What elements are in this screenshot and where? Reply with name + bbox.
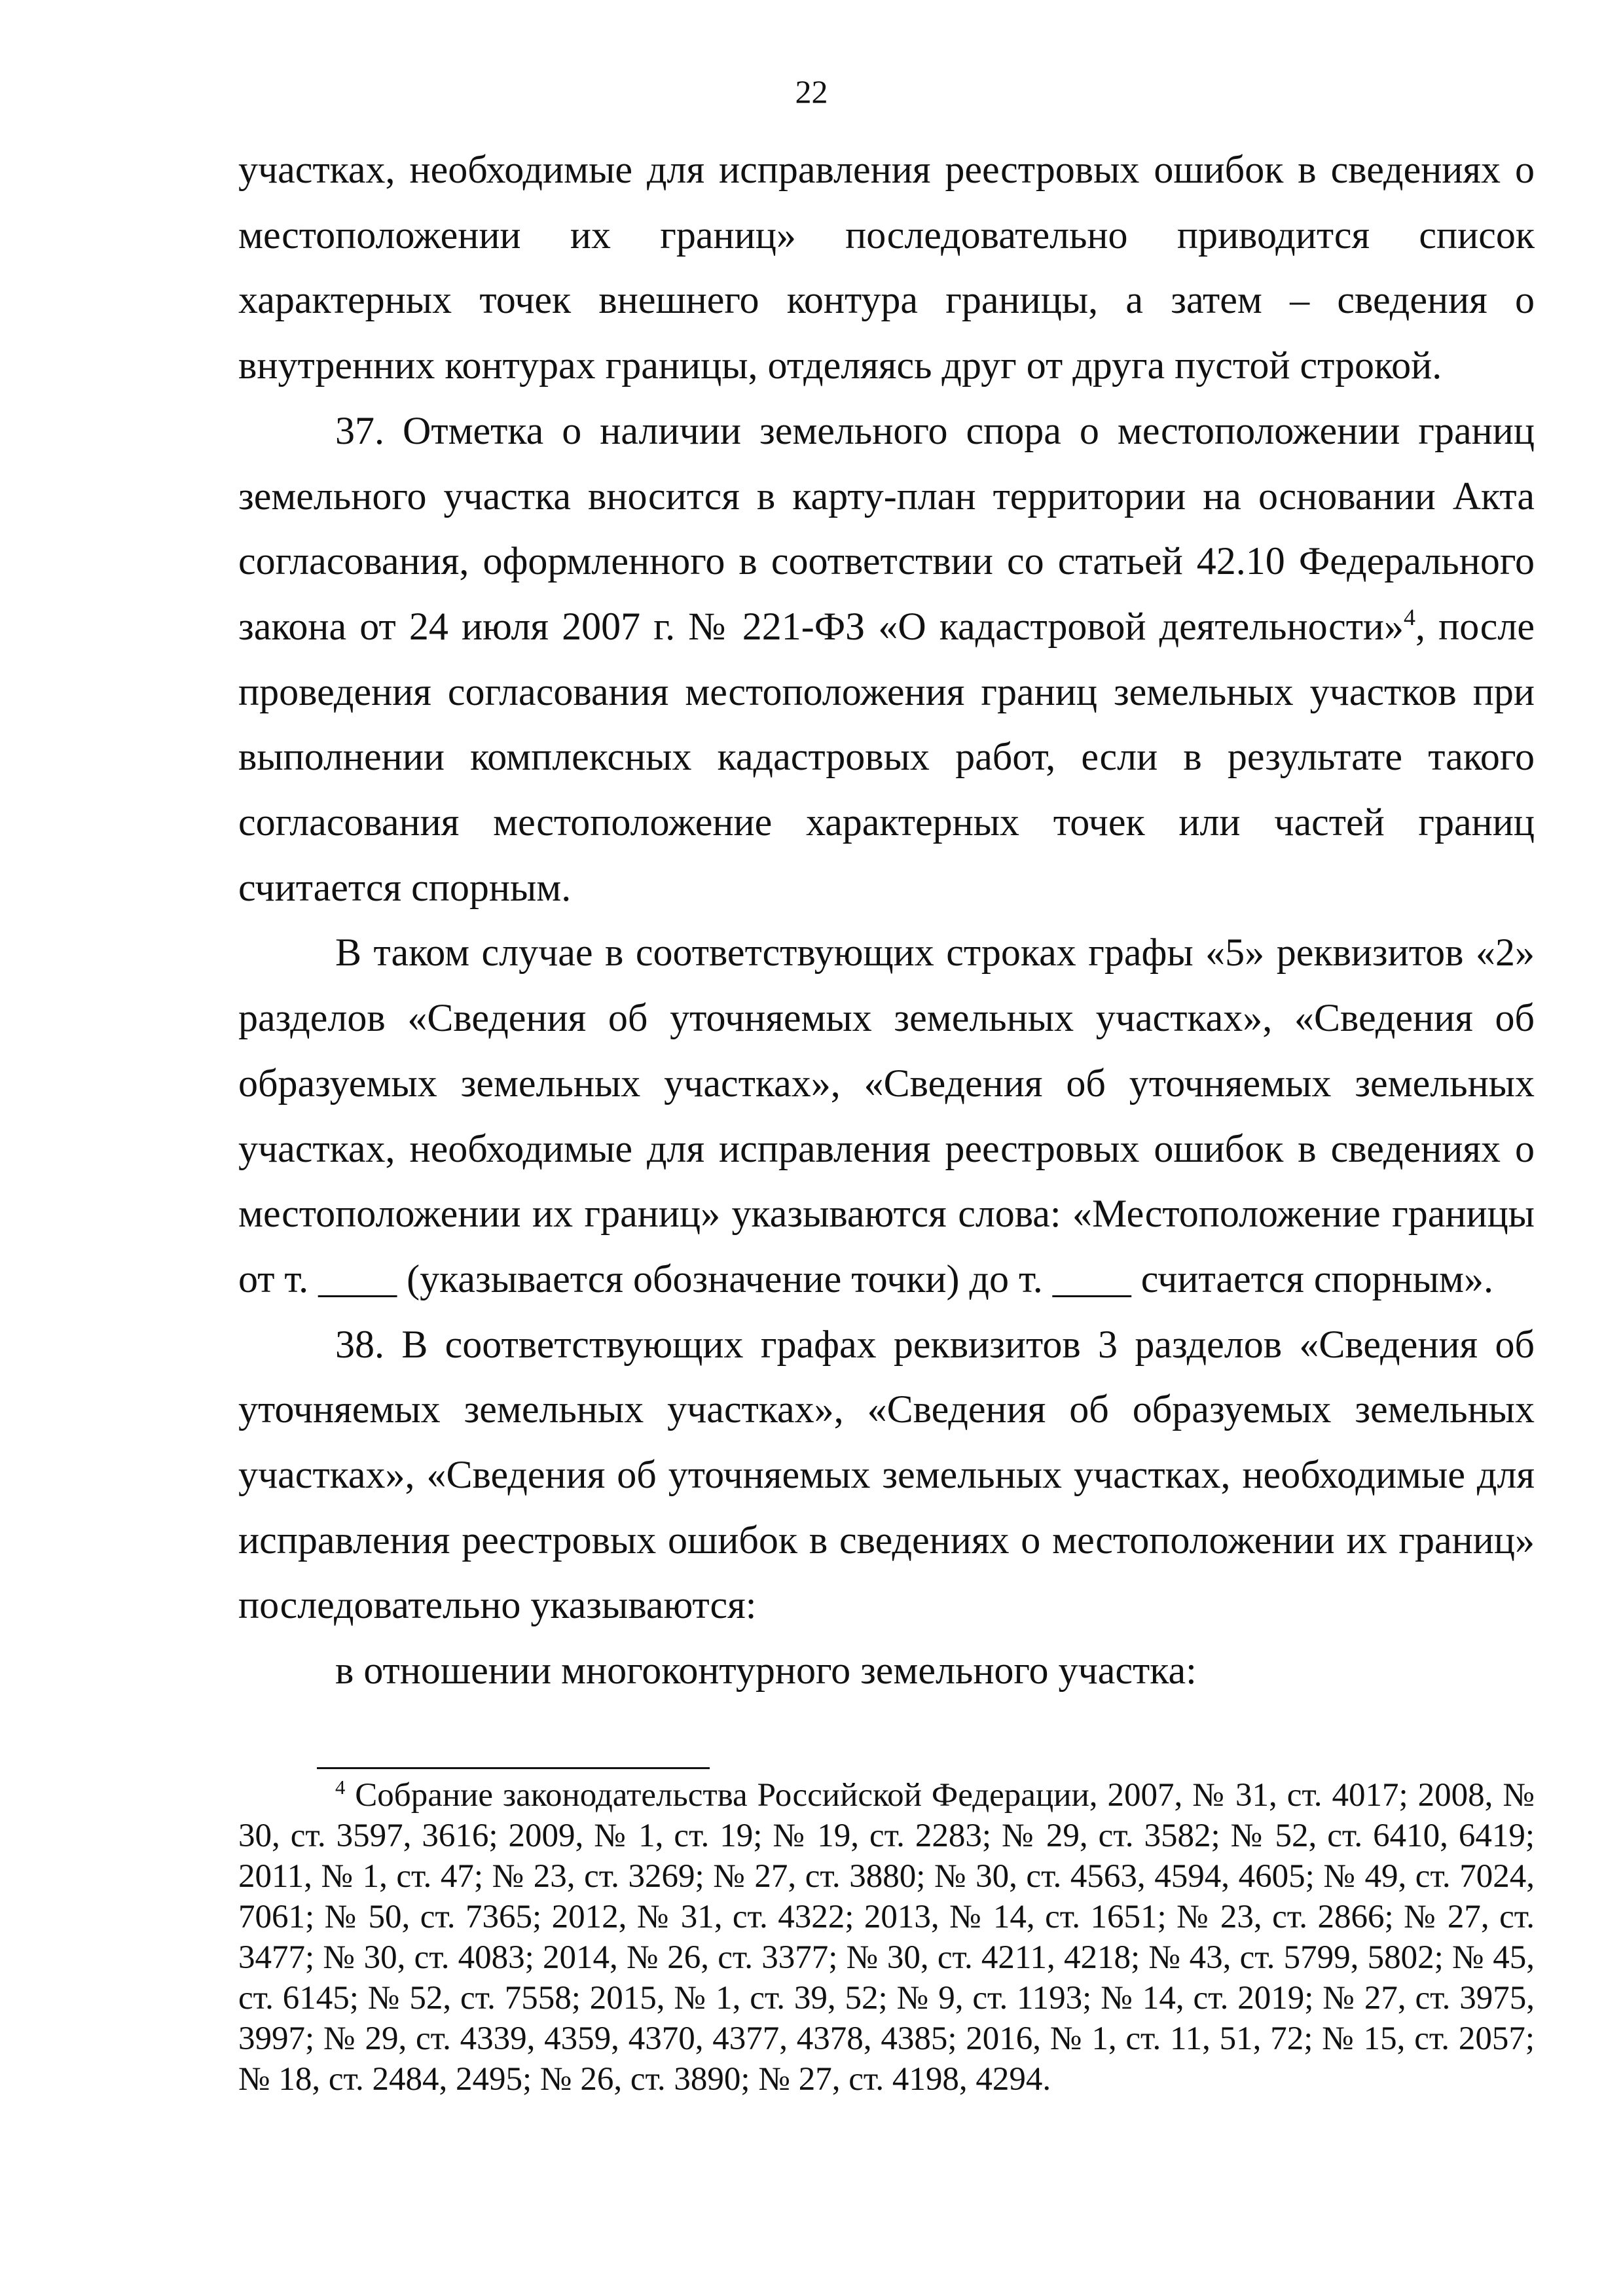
paragraph-37-text-after: , после проведения согласования местоположения границ земельных участков при выполнении комплексных кадастровых работ, если в результате такого согласования местоположение характерных точек или частей границ считается спорным. — [238, 604, 1535, 909]
paragraph-37-case: В таком случае в соответствующих строках графы «5» реквизитов «2» разделов «Сведения об уточняемых земельных участках», «Сведения об образуемых земельных участках», «Сведения об уточняемых земельных участках, необходимые для исправления реестровых ошибок в сведениях о местоположении их границ» указываются слова: «Местоположение границы от т. ____ (указывается обозначение точки) до т. ____ считается спорным». — [238, 931, 1535, 1300]
paragraph-continuation: участках, необходимые для исправления реестровых ошибок в сведениях о местоположении их границ» последовательно приводится список характерных точек внешнего контура границы, а затем – сведения о внутренних контурах границы, отделяясь друг от друга пустой строкой. — [238, 148, 1535, 387]
footnote-reference: 4 — [1404, 604, 1416, 631]
footnote — [238, 1775, 1535, 2100]
page-number: 22 — [795, 73, 828, 110]
footnote-marker: 4 — [335, 1776, 346, 1799]
body-text — [238, 137, 1535, 1704]
footnote-separator — [317, 1767, 710, 1769]
paragraph-37 — [238, 399, 1535, 921]
paragraph-37-text-before: 37. Отметка о наличии земельного спора о местоположении границ земельного участка вносится в карту-план территории на основании Акта согласования, оформленного в соответствии со статьей 42.10 Федерального закона от 24 июля 2007 г. № 221-ФЗ «О кадастровой деятельности» — [238, 408, 1535, 648]
footnote-text: Собрание законодательства Российской Федерации, 2007, № 31, ст. 4017; 2008, № 30, ст. 3597, 3616; 2009, № 1, ст. 19; № 19, ст. 2283; № 29, ст. 3582; № 52, ст. 6410, 6419; 2011, № 1, ст. 47; № 23, ст. 3269; № 27, ст. 3880; № 30, ст. 4563, 4594, 4605; № 49, ст. 7024, 7061; № 50, ст. 7365; 2012, № 31, ст. 4322; 2013, № 14, ст. 1651; № 23, ст. 2866; № 27, ст. 3477; № 30, ст. 4083; 2014, № 26, ст. 3377; № 30, ст. 4211, 4218; № 43, ст. 5799, 5802; № 45, ст. 6145; № 52, ст. 7558; 2015, № 1, ст. 39, 52; № 9, ст. 1193; № 14, ст. 2019; № 27, ст. 3975, 3997; № 29, ст. 4339, 4359, 4370, 4377, 4378, 4385; 2016, № 1, ст. 11, 51, 72; № 15, ст. 2057; № 18, ст. 2484, 2495; № 26, ст. 3890; № 27, ст. 4198, 4294. — [238, 1777, 1535, 2098]
paragraph-38: 38. В соответствующих графах реквизитов 3 разделов «Сведения об уточняемых земельных участках», «Сведения об образуемых земельных участках», «Сведения об уточняемых земельных участках, необходимые для исправления реестровых ошибок в сведениях о местоположении их границ» последовательно указываются: — [238, 1322, 1535, 1627]
paragraph-multicontour: в отношении многоконтурного земельного участка: — [335, 1649, 1197, 1693]
